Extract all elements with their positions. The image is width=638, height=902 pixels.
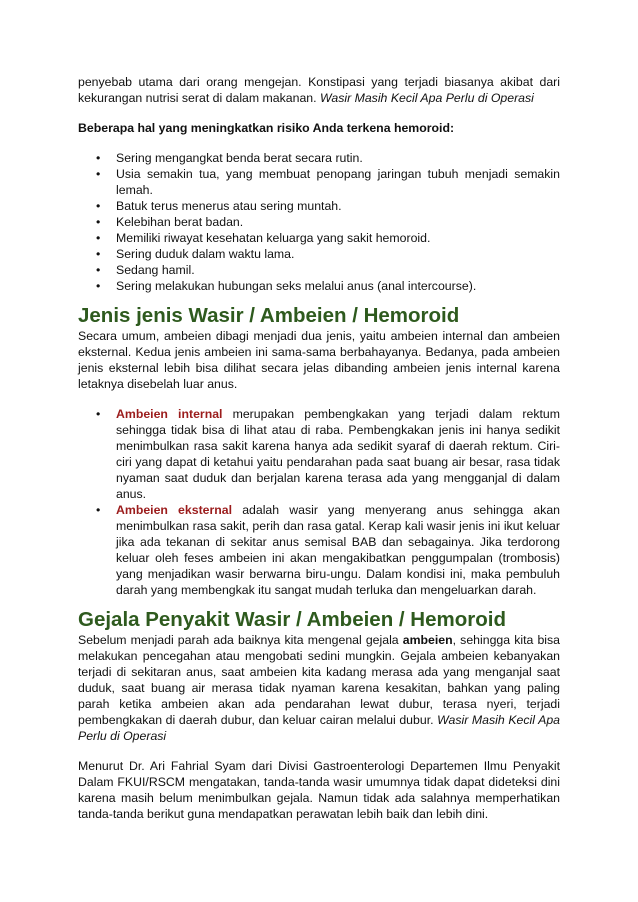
list-item: • Sering mengangkat benda berat secara rutin. [116,150,560,166]
jenis-paragraph: Secara umum, ambeien dibagi menjadi dua jenis, yaitu ambeien internal dan ambeien eksternal. Kedua jenis ambeien ini sama-sama berbahayanya. Bedanya, pada ambeien jenis eksternal lebih bisa dilihat secara jelas dibanding ambeien jenis internal karena letaknya disebelah luar anus. [78,329,560,391]
gejala-bold-term: ambeien [402,633,453,647]
types-list [116,406,560,598]
gejala-text: Sebelum menjadi parah ada baiknya kita mengenal gejala [78,633,403,647]
list-item [116,502,560,598]
gejala-text: , sehingga kita bisa melakukan pencegahan atau mengobati sedini mungkin. Gejala ambeien kebanyakan terjadi di sekitaran anus, saat ambeien kita kadang merasa ada yang menganjal saat duduk, saat buang air merasa tidak nyaman karena kesakitan, bahkan yang paling parah ketika ambeien akan ada pendarahan lewat dubur, terasa nyeri, terjadi pembengkakan di daerah dubur, dan keluar cairan melalui dubur. [78,633,560,727]
gejala-paragraph [78,632,560,744]
list-item: • Sering melakukan hubungan seks melalui anus (anal intercourse). [116,278,560,294]
list-item: • Usia semakin tua, yang membuat penopang jaringan tubuh menjadi semakin lemah. [116,166,560,198]
list-item: • Sering duduk dalam waktu lama. [116,246,560,262]
type-description: merupakan pembengkakan yang terjadi dalam rektum sehingga tidak bisa di lihat atau di raba. Pembengkakan jenis ini hanya sedikit menimbulkan rasa sakit karena hanya ada sedikit syaraf di daerah rektum. Ciri-ciri yang dapat di ketahui yaitu pendarahan pada saat buang air besar, rasa tidak nyaman saat duduk dan berjalan karena terasa ada yang mengganjal di dalam anus. [116,407,561,501]
intro-text: penyebab utama dari orang mengejan. Konstipasi yang terjadi biasanya akibat dari kekurangan nutrisi serat di dalam makanan. [78,75,560,105]
type-description: adalah wasir yang menyerang anus sehingga akan menimbulkan rasa sakit, perih dan rasa gatal. Kerap kali wasir jenis ini ikut keluar jika ada tekanan di sekitar anus semisal BAB dan sebagainya. Jika terdorong keluar oleh feses ambeien ini akan mengakibatkan penggumpalan (trombosis) yang menjadikan wasir berwarna biru-ungu. Dalam kondisi ini, maka pembuluh darah yang membengkak itu sangat mudah terluka dan mengeluarkan darah. [116,503,560,597]
intro-related-link[interactable]: Wasir Masih Kecil Apa Perlu di Operasi [319,91,534,105]
list-item [116,406,560,502]
gejala-section-title: Gejala Penyakit Wasir / Ambeien / Hemoroid [78,608,506,631]
list-item: • Batuk terus menerus atau sering muntah. [116,198,560,214]
type-term: Ambeien eksternal [116,503,233,517]
intro-paragraph [78,74,560,106]
list-item: • Memiliki riwayat kesehatan keluarga yang sakit hemoroid. [116,230,560,246]
list-item: • Kelebihan berat badan. [116,214,560,230]
gejala-related-link[interactable]: Wasir Masih Kecil Apa Perlu di Operasi [78,713,560,743]
type-term: Ambeien internal [116,407,223,421]
document-page [78,74,560,822]
risk-heading: Beberapa hal yang meningkatkan risiko Anda terkena hemoroid: [78,121,455,135]
doctor-paragraph: Menurut Dr. Ari Fahrial Syam dari Divisi Gastroenterologi Departemen Ilmu Penyakit Dalam FKUI/RSCM mengatakan, tanda-tanda wasir umumnya tidak dapat dideteksi dini karena masih belum menimbulkan gejala. Namun tidak ada salahnya memperhatikan tanda-tanda berikut guna mendapatkan perawatan lebih baik dan lebih dini. [78,759,560,821]
jenis-section-title: Jenis jenis Wasir / Ambeien / Hemoroid [78,304,460,327]
list-item: • Sedang hamil. [116,262,560,278]
risk-list [116,150,560,294]
